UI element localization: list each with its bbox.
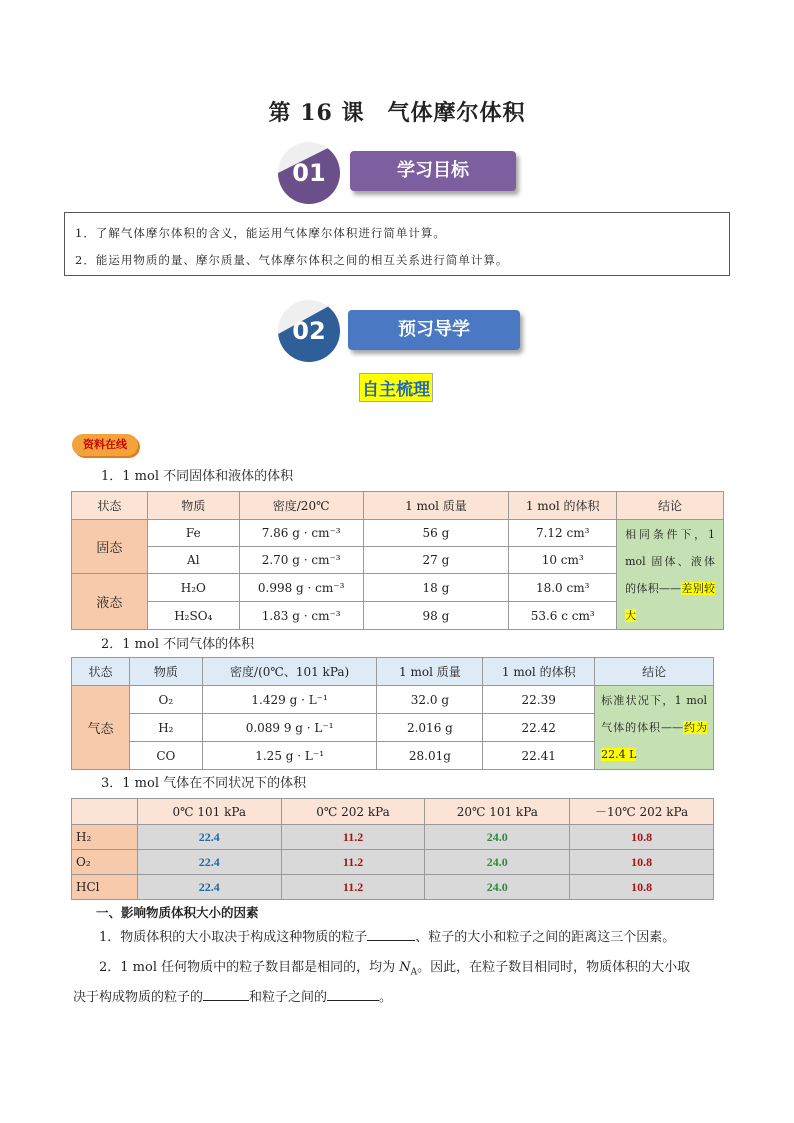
paragraph-2-text-a: 2．1 mol 任何物质中的粒子数目都是相同的，均为 (99, 960, 400, 975)
header-volume: 1 mol 的体积 (483, 658, 595, 686)
table-cell: 7.86 g · cm⁻³ (239, 520, 363, 547)
header-substance: 物质 (147, 492, 239, 520)
page-title: 第 16 课 气体摩尔体积 (268, 100, 526, 126)
table-cell: CO (129, 742, 202, 770)
conclusion-text: 相同条件下，1 mol 固体、液体的体积—— (625, 527, 715, 595)
table-cell: 10.8 (570, 825, 714, 850)
section-01-badge (278, 142, 340, 204)
section-02-badge (278, 300, 340, 362)
goal-2: 2．能运用物质的量、摩尔质量、气体摩尔体积之间的相互关系进行简单计算。 (75, 253, 509, 267)
header-condition: 0℃ 202 kPa (281, 799, 425, 825)
table-cell: O₂ (129, 686, 202, 714)
header-conclusion: 结论 (595, 658, 714, 686)
header-condition: 0℃ 101 kPa (137, 799, 281, 825)
table-cell: 56 g (363, 520, 509, 547)
resource-tag: 资料在线 (72, 434, 138, 456)
header-volume: 1 mol 的体积 (509, 492, 617, 520)
gas-label: O₂ (72, 850, 138, 875)
fill-blank-2[interactable] (203, 986, 249, 1001)
section-01-number: 01 (292, 159, 326, 187)
table-cell: 7.12 cm³ (509, 520, 617, 547)
header-condition: －10℃ 202 kPa (570, 799, 714, 825)
table-cell: 1.25 g · L⁻¹ (202, 742, 377, 770)
table-cell: H₂O (147, 574, 239, 602)
table-gas-volume (71, 657, 714, 770)
table3-caption: 3．1 mol 气体在不同状况下的体积 (101, 776, 307, 791)
header-mass: 1 mol 质量 (363, 492, 509, 520)
paragraph-2-text-e: 。 (379, 990, 393, 1005)
table-cell: 98 g (363, 602, 509, 630)
conclusion-highlight: 约为 22.4 L (601, 721, 708, 761)
table-cell: 22.4 (137, 875, 281, 900)
table2-caption: 2．1 mol 不同气体的体积 (101, 637, 255, 652)
paragraph-2-line-2 (73, 983, 733, 1013)
gas-label: HCl (72, 875, 138, 900)
learning-goals-box (64, 212, 730, 276)
conclusion-cell (617, 520, 724, 630)
paragraph-2-text-d: 和粒子之间的 (249, 990, 328, 1005)
table-cell: 11.2 (281, 825, 425, 850)
fill-blank-3[interactable] (327, 986, 379, 1001)
avogadro-symbol: N (399, 960, 411, 975)
paragraph-2-text-b: 。因此，在粒子数目相同时，物质体积的大小取 (417, 960, 691, 975)
table-cell: H₂SO₄ (147, 602, 239, 630)
table-cell: 22.42 (483, 714, 595, 742)
section-heading-factors: 一、影响物质体积大小的因素 (96, 905, 259, 920)
table-cell: 0.998 g · cm⁻³ (239, 574, 363, 602)
section-02-label: 预习导学 (348, 310, 520, 350)
header-condition: 20℃ 101 kPa (425, 799, 570, 825)
table-cell: Al (147, 547, 239, 574)
goal-1: 1．了解气体摩尔体积的含义，能运用气体摩尔体积进行简单计算。 (75, 226, 446, 240)
header-substance: 物质 (129, 658, 202, 686)
header-density: 密度/(0℃、101 kPa) (202, 658, 377, 686)
table-cell: 11.2 (281, 850, 425, 875)
subheading-zizhu-shuli: 自主梳理 (359, 373, 433, 402)
table-cell: 0.089 9 g · L⁻¹ (202, 714, 377, 742)
table-cell: 28.01g (377, 742, 483, 770)
table-cell: 22.4 (137, 850, 281, 875)
table-cell: 22.4 (137, 825, 281, 850)
table-conditions-volume (71, 798, 714, 900)
paragraph-2-text-c: 决于构成物质的粒子的 (73, 990, 204, 1005)
table-cell: 24.0 (425, 825, 570, 850)
header-density: 密度/20℃ (239, 492, 363, 520)
state-gas: 气态 (72, 686, 130, 770)
table-cell: 10 cm³ (509, 547, 617, 574)
table-cell: Fe (147, 520, 239, 547)
table-cell: 18.0 cm³ (509, 574, 617, 602)
header-conclusion: 结论 (617, 492, 724, 520)
state-solid: 固态 (72, 520, 148, 574)
section-02-number: 02 (292, 317, 326, 345)
table1-caption: 1．1 mol 不同固体和液体的体积 (101, 469, 294, 484)
table-cell: 2.016 g (377, 714, 483, 742)
conclusion-text: 标准状况下，1 mol 气体的体积—— (601, 694, 707, 734)
paragraph-1-text-a: 1．物质体积的大小取决于构成这种物质的粒子 (99, 930, 368, 945)
table-cell: 1.429 g · L⁻¹ (202, 686, 377, 714)
table-cell: 1.83 g · cm⁻³ (239, 602, 363, 630)
header-state: 状态 (72, 492, 148, 520)
conclusion-cell (595, 686, 714, 770)
table-cell: 24.0 (425, 875, 570, 900)
table-cell: 10.8 (570, 850, 714, 875)
table-cell: 2.70 g · cm⁻³ (239, 547, 363, 574)
table-cell: 24.0 (425, 850, 570, 875)
header-empty (72, 799, 138, 825)
table-cell: 10.8 (570, 875, 714, 900)
table-cell: 27 g (363, 547, 509, 574)
header-state: 状态 (72, 658, 130, 686)
table-cell: 22.41 (483, 742, 595, 770)
state-liquid: 液态 (72, 574, 148, 630)
table-cell: 18 g (363, 574, 509, 602)
table-cell: 11.2 (281, 875, 425, 900)
avogadro-subscript: A (410, 967, 418, 978)
table-cell: H₂ (129, 714, 202, 742)
table-cell: 32.0 g (377, 686, 483, 714)
gas-label: H₂ (72, 825, 138, 850)
paragraph-1-text-b: 、粒子的大小和粒子之间的距离这三个因素。 (415, 930, 676, 945)
fill-blank-1[interactable] (367, 926, 415, 941)
paragraph-1 (99, 923, 739, 953)
header-mass: 1 mol 质量 (377, 658, 483, 686)
table-cell: 53.6 c cm³ (509, 602, 617, 630)
section-01-label: 学习目标 (350, 151, 516, 191)
table-solid-liquid-volume (71, 491, 724, 630)
conclusion-highlight: 差别较大 (625, 581, 716, 622)
table-cell: 22.39 (483, 686, 595, 714)
